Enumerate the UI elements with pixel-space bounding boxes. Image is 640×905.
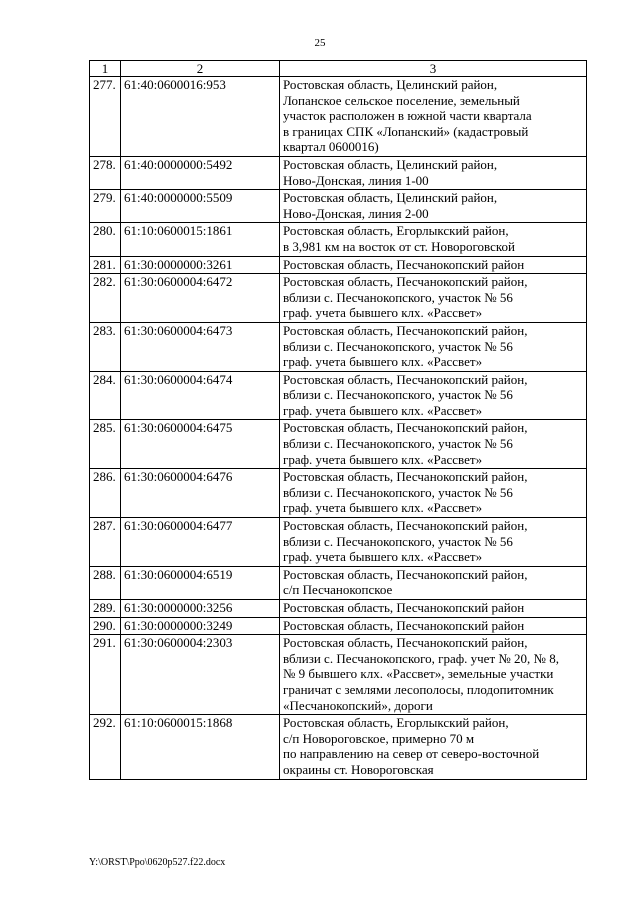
cadastral-number: 61:40:0000000:5509 (121, 190, 280, 223)
table-row (90, 322, 587, 371)
address-cell (280, 635, 587, 715)
address-cell (280, 420, 587, 469)
address-line: участок расположен в южной части квартала (283, 108, 532, 124)
address-cell (280, 469, 587, 518)
address-cell (280, 617, 587, 635)
address-cell (280, 715, 587, 779)
column-header-cadastral-number: 2 (121, 61, 280, 77)
address-cell (280, 256, 587, 274)
row-number: 280. (90, 223, 121, 256)
address-cell (280, 322, 587, 371)
table-row (90, 256, 587, 274)
table-row (90, 371, 587, 420)
address-cell (280, 371, 587, 420)
address-line: № 9 бывшего клх. «Рассвет», земельные участки (283, 666, 554, 682)
row-number: 286. (90, 469, 121, 518)
address-line: вблизи с. Песчанокопского, участок № 56 (283, 533, 513, 549)
address-line: окраины ст. Новороговская (283, 761, 434, 777)
row-number: 290. (90, 617, 121, 635)
address-line: Ростовская область, Песчанокопский район (283, 256, 525, 272)
cadastral-number: 61:30:0600004:6475 (121, 420, 280, 469)
table-row (90, 469, 587, 518)
address-cell (280, 190, 587, 223)
table-row (90, 518, 587, 567)
address-line: вблизи с. Песчанокопского, участок № 56 (283, 338, 513, 354)
address-cell (280, 600, 587, 618)
address-line: граничат с землями лесополосы, плодопитомник (283, 681, 554, 697)
cadastral-number: 61:10:0600015:1868 (121, 715, 280, 779)
cadastral-number: 61:30:0000000:3261 (121, 256, 280, 274)
row-number: 277. (90, 77, 121, 157)
table-row (90, 77, 587, 157)
address-line: Ново-Донская, линия 2-00 (283, 205, 429, 221)
address-line: в 3,981 км на восток от ст. Новороговской (283, 238, 516, 254)
address-line: Лопанское сельское поселение, земельный (283, 92, 520, 108)
table-header-row (90, 61, 587, 77)
table-row (90, 617, 587, 635)
address-line: Ново-Донская, линия 1-00 (283, 172, 429, 188)
address-line: Ростовская область, Песчанокопский район (283, 600, 525, 615)
table-row (90, 223, 587, 256)
address-line: Ростовская область, Егорлыкский район, (283, 715, 509, 731)
address-line: Ростовская область, Песчанокопский район, (283, 420, 528, 436)
address-line: Ростовская область, Целинский район, (283, 156, 498, 172)
cadastral-number: 61:30:0000000:3249 (121, 617, 280, 635)
table-row (90, 274, 587, 323)
address-line: квартал 0600016) (283, 139, 379, 155)
address-line: Ростовская область, Песчанокопский район, (283, 469, 528, 485)
address-line: Ростовская область, Песчанокопский район, (283, 371, 528, 387)
row-number: 283. (90, 322, 121, 371)
cadastral-number: 61:30:0000000:3256 (121, 600, 280, 618)
row-number: 279. (90, 190, 121, 223)
page-number: 25 (314, 37, 326, 49)
address-line: граф. учета бывшего клх. «Рассвет» (283, 402, 483, 418)
address-line: «Песчанокопский», дороги (283, 697, 433, 713)
address-cell (280, 77, 587, 157)
cadastral-number: 61:40:0600016:953 (121, 77, 280, 157)
cadastral-number: 61:30:0600004:6476 (121, 469, 280, 518)
table-row (90, 635, 587, 715)
row-number: 287. (90, 518, 121, 567)
cadastral-number: 61:30:0600004:6474 (121, 371, 280, 420)
table-row (90, 156, 587, 189)
address-line: граф. учета бывшего клх. «Рассвет» (283, 500, 483, 516)
address-line: Ростовская область, Песчанокопский район, (283, 566, 528, 582)
row-number: 291. (90, 635, 121, 715)
cadastral-number: 61:40:0000000:5492 (121, 156, 280, 189)
address-line: вблизи с. Песчанокопского, участок № 56 (283, 436, 513, 452)
cadastral-number: 61:30:0600004:6477 (121, 518, 280, 567)
address-line: Ростовская область, Песчанокопский район (283, 617, 525, 633)
address-line: с/п Песчанокопское (283, 582, 393, 598)
address-line: граф. учета бывшего клх. «Рассвет» (283, 354, 483, 370)
address-line: Ростовская область, Песчанокопский район, (283, 518, 528, 534)
address-line: граф. учета бывшего клх. «Рассвет» (283, 305, 483, 321)
address-cell (280, 156, 587, 189)
column-header-address: 3 (280, 61, 587, 77)
address-cell (280, 274, 587, 323)
address-cell (280, 223, 587, 256)
cadastral-number: 61:30:0600004:6472 (121, 274, 280, 323)
table-row (90, 420, 587, 469)
address-cell (280, 566, 587, 599)
table-row (90, 190, 587, 223)
address-line: вблизи с. Песчанокопского, участок № 56 (283, 387, 513, 403)
cadastral-number: 61:30:0600004:2303 (121, 635, 280, 715)
cadastral-number: 61:30:0600004:6473 (121, 322, 280, 371)
table-row (90, 715, 587, 779)
row-number: 285. (90, 420, 121, 469)
address-line: Ростовская область, Песчанокопский район, (283, 635, 528, 651)
address-cell (280, 518, 587, 567)
address-line: Ростовская область, Егорлыкский район, (283, 223, 509, 239)
address-line: граф. учета бывшего клх. «Рассвет» (283, 451, 483, 467)
row-number: 289. (90, 600, 121, 618)
address-line: по направлению на север от северо-восточной (283, 746, 540, 762)
footer-file-path: Y:\ORST\Ppo\0620p527.f22.docx (89, 857, 226, 868)
address-line: вблизи с. Песчанокопского, граф. учет № 20, № 8, (283, 650, 559, 666)
cadastral-number: 61:10:0600015:1861 (121, 223, 280, 256)
address-line: Ростовская область, Целинский район, (283, 77, 498, 92)
address-line: граф. учета бывшего клх. «Рассвет» (283, 549, 483, 565)
address-line: вблизи с. Песчанокопского, участок № 56 (283, 289, 513, 305)
table-row (90, 566, 587, 599)
cadastral-number: 61:30:0600004:6519 (121, 566, 280, 599)
row-number: 292. (90, 715, 121, 779)
address-line: Ростовская область, Целинский район, (283, 190, 498, 206)
cadastral-table (89, 60, 587, 780)
row-number: 282. (90, 274, 121, 323)
row-number: 288. (90, 566, 121, 599)
address-line: с/п Новороговское, примерно 70 м (283, 730, 475, 746)
table-row (90, 600, 587, 618)
row-number: 284. (90, 371, 121, 420)
address-line: Ростовская область, Песчанокопский район, (283, 274, 528, 290)
address-line: в границах СПК «Лопанский» (кадастровый (283, 123, 529, 139)
column-header-number: 1 (90, 61, 121, 77)
table-body (90, 77, 587, 780)
row-number: 281. (90, 256, 121, 274)
row-number: 278. (90, 156, 121, 189)
address-line: Ростовская область, Песчанокопский район, (283, 322, 528, 338)
address-line: вблизи с. Песчанокопского, участок № 56 (283, 484, 513, 500)
